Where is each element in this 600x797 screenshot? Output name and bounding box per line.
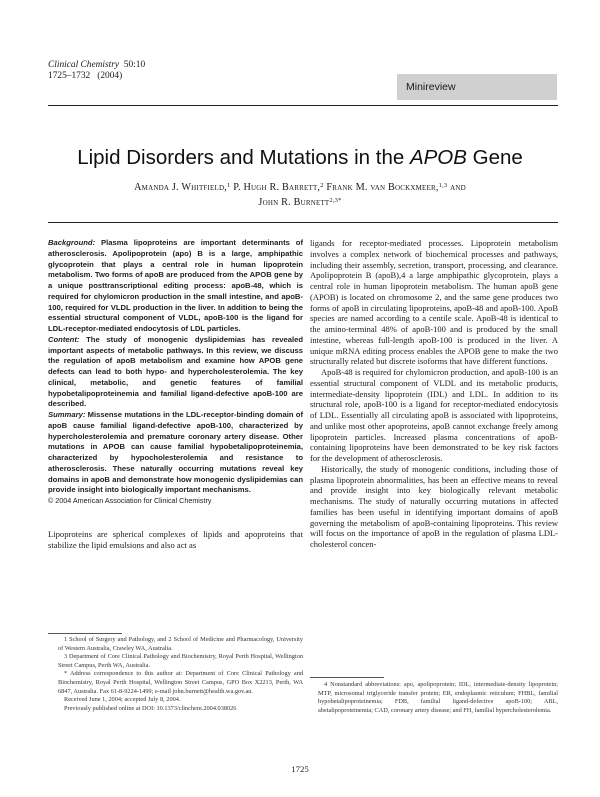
title-rule xyxy=(48,222,558,223)
abstract-content-text: The study of monogenic dyslipidemias has revealed important aspects of metabolic pathways. In this review, we discuss the regulation of apoB metabolism and examine how APOB gene defects can lead to both hypo- and hypercholesterolemia. The key clinical, metabolic, and genetic features of familial hypobetalipoproteinemia and familial ligand-defective apoB-100 are described. xyxy=(48,334,303,409)
title-text-start: Lipid Disorders and Mutations in the xyxy=(77,146,410,169)
abstract-summary xyxy=(48,410,303,496)
title-text-end: Gene xyxy=(466,146,523,169)
right-column xyxy=(310,238,558,550)
body-paragraph-1: ligands for receptor-mediated processes. Lipoprotein metabolism involves a complex network of biochemical processes and pathways, including their assembly, secretion, transport, processing, and clearance. Apolipoprotein B (apoB),4 a large amphipathic glycoprotein, plays a central role in human lipoprotein metabolism. The human apoB gene (APOB) is located on chromosome 2, and the same gene produces two forms of apoB in circulating lipoproteins, apoB-48 and apoB-100. ApoB species are named according to a centile scale. ApoB-48 is identical to the amino-terminal 48% of apoB-100 and is produced by the small intestine, whereas full-length apoB-100 is produced in the liver. A unique mRNA editing process enables the APOB gene to make the two structurally related but discrete isoforms that have different functions. xyxy=(310,238,558,367)
footnote-doi: Previously published online at DOI: 10.1373/clinchem.2004.038026 xyxy=(64,704,237,712)
author-1-affiliation: 1 xyxy=(227,182,231,189)
intro-paragraph: Lipoproteins are spherical complexes of lipids and apoproteins that stabilize the lipid emulsions and also act as xyxy=(48,528,303,550)
author-and: and xyxy=(447,182,466,193)
abstract xyxy=(48,238,303,507)
title-gene: APOB xyxy=(409,146,467,169)
journal-volume: 50:10 xyxy=(123,60,146,70)
journal-year: (2004) xyxy=(97,71,123,81)
journal-name: Clinical Chemistry xyxy=(48,60,120,70)
abstract-background xyxy=(48,238,303,335)
article-title xyxy=(0,146,600,170)
abstract-background-heading: Background: xyxy=(48,238,96,247)
author-2: P. Hugh R. Barrett, xyxy=(230,182,321,193)
footnotes-left xyxy=(58,636,303,713)
footnote-correspondence: * Address correspondence to this author at: Department of Core Clinical Pathology and Biochemistry, Royal Perth Hospital, Wellington Street Campus, GPO Box X2213, Perth, WA 6847, Australia. Fax 61-8-9224-1499; e-mail john.burnett@health.wa.gov.au. xyxy=(58,670,303,695)
author-4-affiliation: 2,3* xyxy=(329,197,342,204)
body-paragraph-2: ApoB-48 is required for chylomicron production, and apoB-100 is an essential structural component of VLDL and its metabolic products, intermediate-density lipoprotein (IDL) and LDL. In addition to its structural role, apoB-100 is a ligand for receptor-mediated endocytosis of LDL. Essentially all circulating apoB is associated with lipoproteins, and unlike most other apoproteins, apoB cannot exchange freely among lipoprotein particles. Increased plasma concentrations of apoB-containing lipoproteins have been demonstrated to be key risk factors for the development of atherosclerosis. xyxy=(310,367,558,463)
author-3-affiliation: 1,3 xyxy=(438,182,448,189)
journal-pages: 1725–1732 xyxy=(48,71,91,81)
footnote-received: Received June 1, 2004; accepted July 8, 2004. xyxy=(64,696,181,704)
header-rule xyxy=(48,105,558,106)
abstract-content-heading: Content: xyxy=(48,334,80,344)
footnote-rule-right xyxy=(310,677,384,678)
footnote-affiliation-3: 3 Department of Core Clinical Pathology and Biochemistry, Royal Perth Hospital, Wellington Street Campus, Perth WA, Australia. xyxy=(58,653,303,669)
author-3: Frank M. van Bockxmeer, xyxy=(323,182,439,193)
abstract-content xyxy=(48,335,303,410)
abstract-background-text: Plasma lipoproteins are important determinants of atherosclerosis. Apolipoprotein (apo) B is a large, amphipathic glycoprotein that plays a central role in human lipoprotein metabolism. Two forms of apoB are produced from the APOB gene by a unique posttranscriptional editing process: apoB-48, which is required for chylomicron production in the small intestine, and apoB-100, required for VLDL production in the liver. In addition to being the essential structural component of VLDL, apoB-100 is the ligand for LDL-receptor-mediated endocytosis of LDL particles. xyxy=(48,238,303,333)
page-number: 1725 xyxy=(291,764,309,774)
left-column xyxy=(48,238,303,551)
footnotes-right xyxy=(318,681,558,715)
copyright-notice: © 2004 American Association for Clinical Chemistry xyxy=(48,496,212,505)
author-4: John R. Burnett xyxy=(258,197,330,208)
journal-citation xyxy=(48,60,145,82)
footnote-rule-left xyxy=(48,633,122,634)
body-paragraph-3: Historically, the study of monogenic conditions, including those of plasma lipoprotein abnormalities, has been an effective means to reveal and provide insight into key biologically relevant metabolic mechanisms. The study of naturally occurring mutations in affected families has been useful in identifying important domains of apoB governing the metabolism of apoB-containing lipoproteins. This review will focus on the importance of apoB in the regulation of plasma LDL-cholesterol concen- xyxy=(310,463,558,549)
abstract-summary-text: Missense mutations in the LDL-receptor-binding domain of apoB cause familial ligand-defective apoB-100, characterized by hypercholesterolemia and premature coronary artery disease. Other mutations in APOB can cause familial hypobetalipoproteinemia, characterized by hypocholesterolemia and resistance to atherosclerosis. These naturally occurring mutations reveal key domains in apoB and demonstrate how monogenic dyslipidemias can provide insight into biologically important mechanisms. xyxy=(48,410,303,495)
author-2-affiliation: 2 xyxy=(320,182,324,189)
footnote-affiliation-1-2: 1 School of Surgery and Pathology, and 2 School of Medicine and Pharmacology, University of Western Australia, Crawley WA, Australia. xyxy=(58,636,303,652)
author-1: Amanda J. Whitfield, xyxy=(134,182,228,193)
author-list xyxy=(60,180,540,210)
abstract-summary-heading: Summary: xyxy=(48,410,86,419)
footnote-abbreviations: 4 Nonstandard abbreviations: apo, apolipoprotein; IDL, intermediate-density lipoprotein; MTP, microsomal triglyceride transfer protein; ER, endoplasmic reticulum; FHBL, familial hypobetalipoproteinemia; FDB, familial ligand-defective apoB-100; ABL, abetalipoproteinemia; CAD, coronary artery disease; and FH, familial hypercholesterolemia. xyxy=(318,681,558,714)
section-label: Minireview xyxy=(397,74,557,100)
